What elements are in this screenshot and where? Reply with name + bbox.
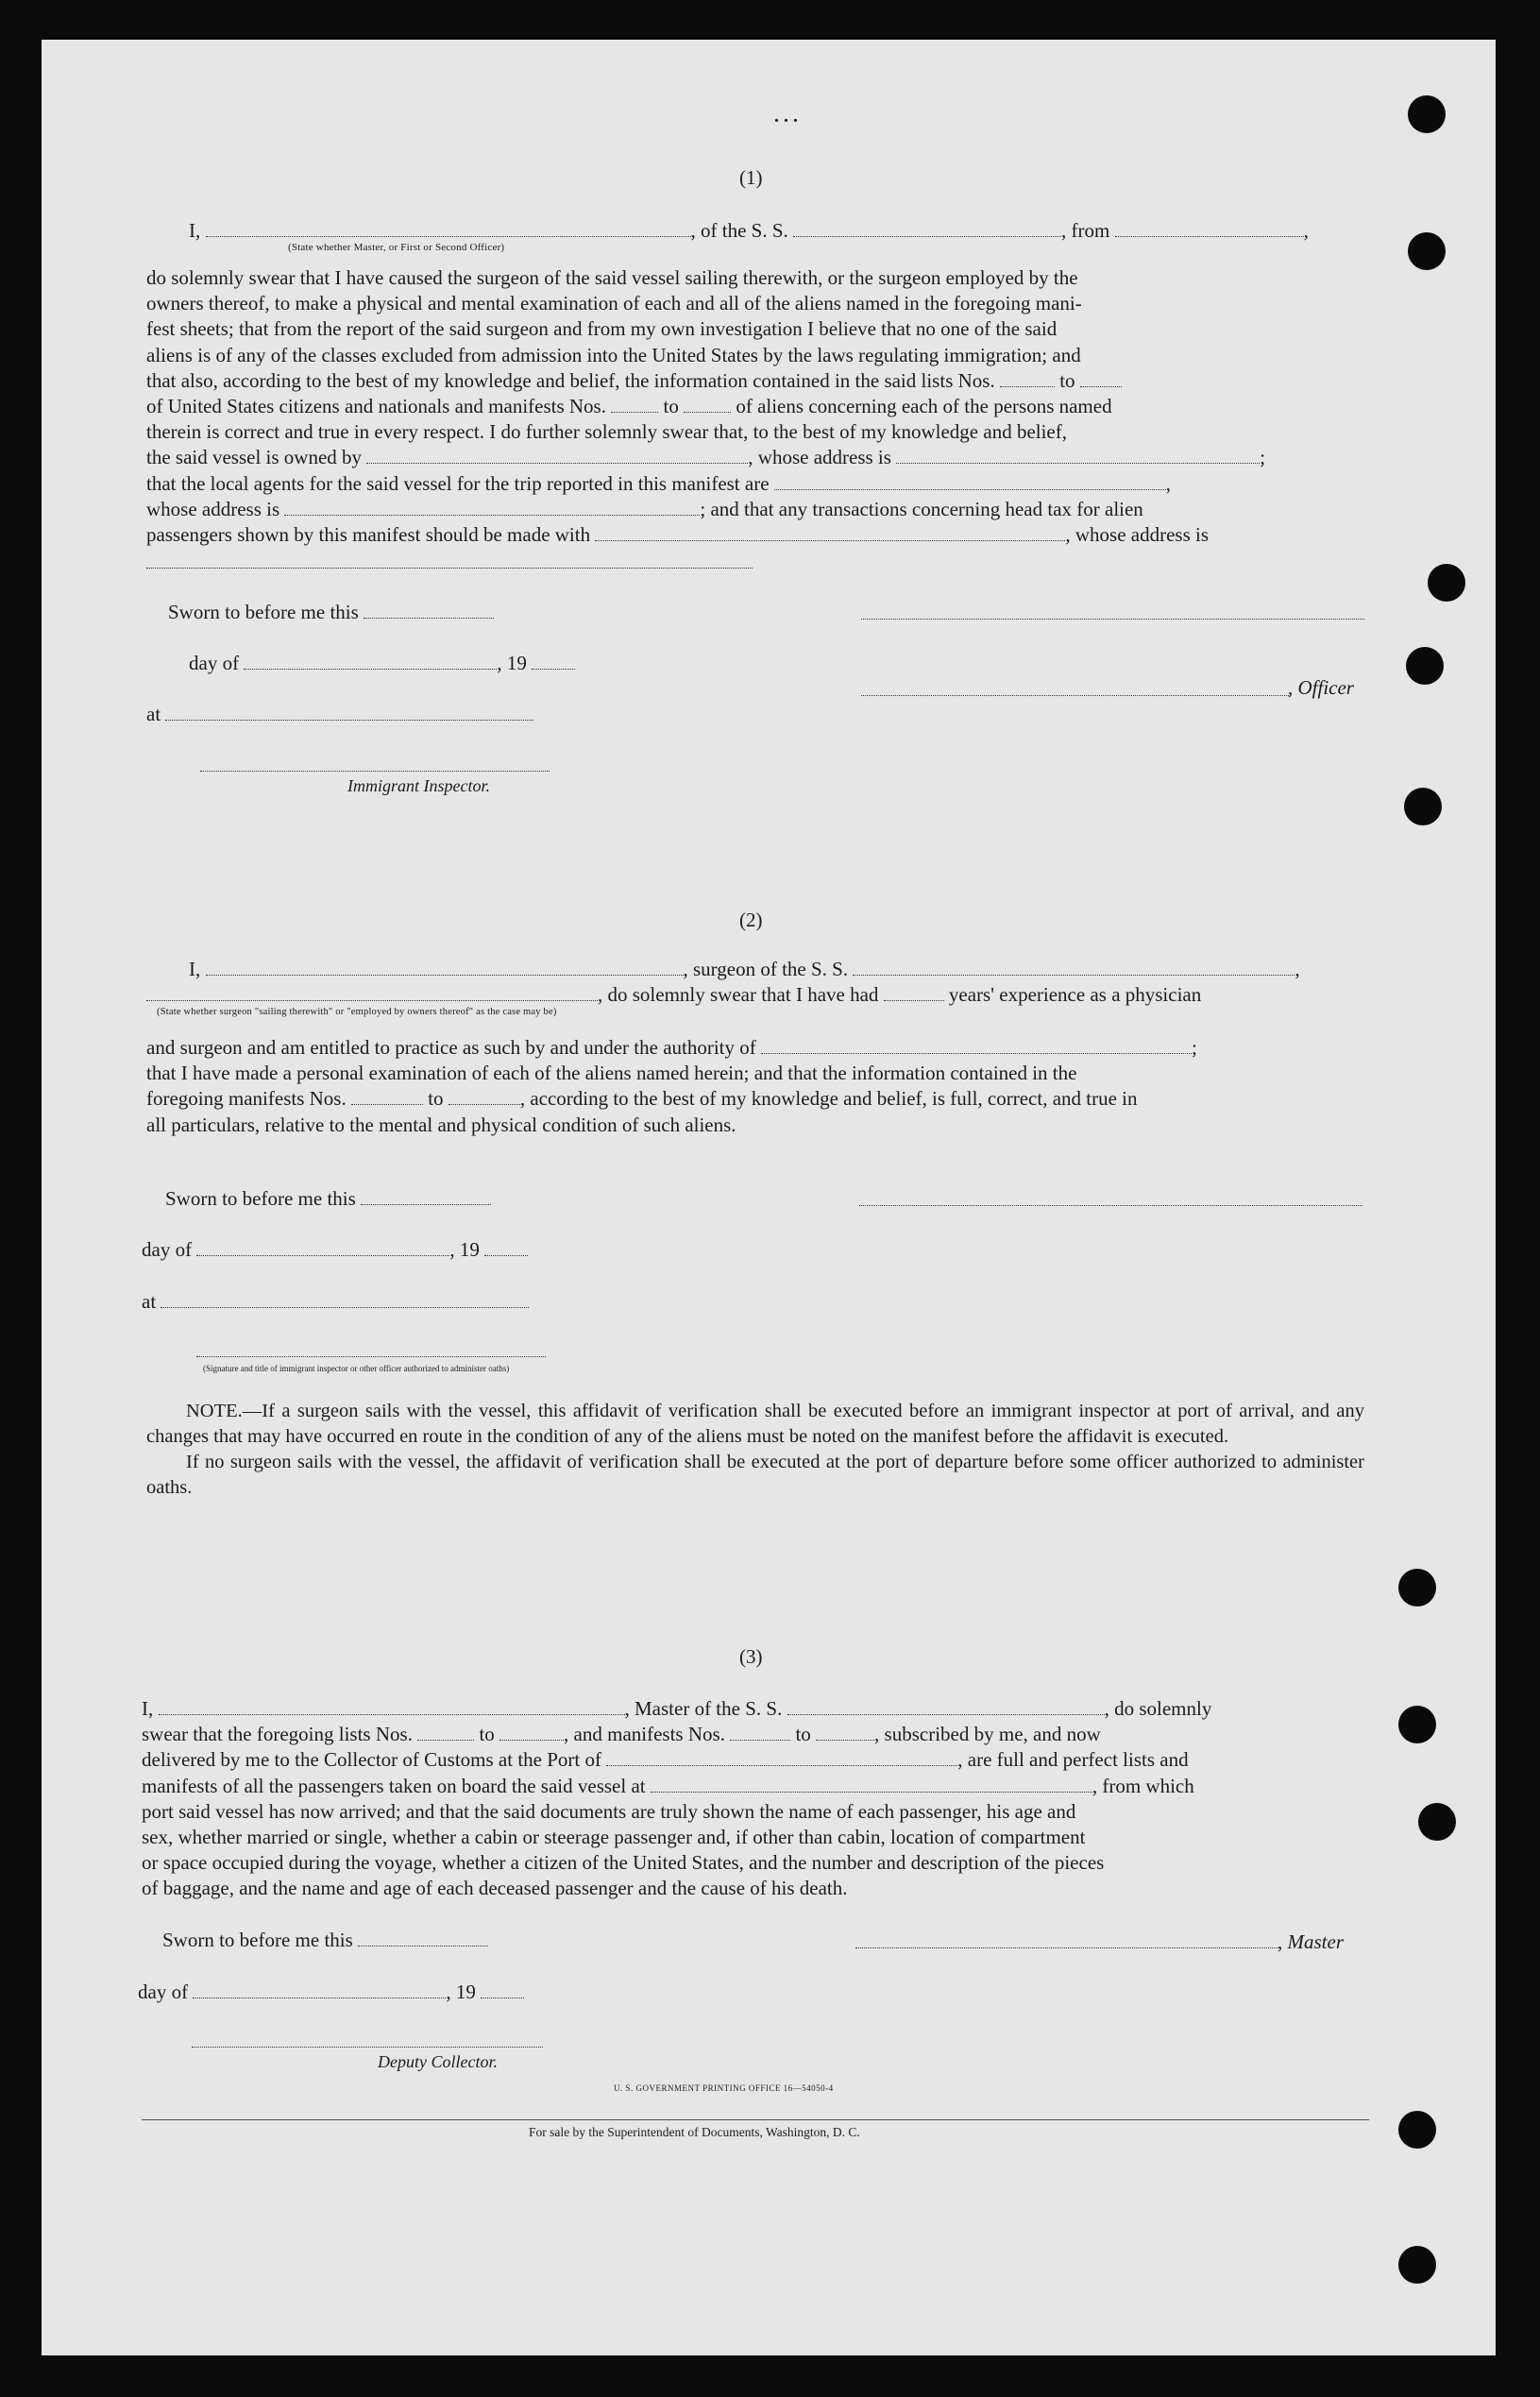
body-text: the said vessel is owned by bbox=[146, 446, 363, 469]
body-line bbox=[146, 368, 1364, 394]
vessel-name-field[interactable] bbox=[793, 223, 1061, 237]
month-field[interactable] bbox=[193, 1984, 446, 1998]
body-line bbox=[146, 445, 1364, 470]
footer-rule bbox=[142, 2119, 1369, 2120]
body-line: that I have made a personal examination of each of the aliens named herein; and that the information contained in the bbox=[146, 1062, 1077, 1085]
binder-hole bbox=[1404, 788, 1442, 825]
body-line bbox=[142, 1747, 1362, 1773]
binder-hole bbox=[1398, 2111, 1436, 2149]
body-text: years' experience as a physician bbox=[948, 983, 1202, 1006]
body-text: ; bbox=[1260, 446, 1266, 469]
port-field[interactable] bbox=[606, 1752, 957, 1766]
surgeon-status-field[interactable] bbox=[146, 987, 598, 1001]
deputy-signature-field[interactable] bbox=[192, 2047, 543, 2048]
binder-hole bbox=[1406, 647, 1444, 685]
sworn-day-field[interactable] bbox=[358, 1932, 488, 1946]
body-line bbox=[142, 1722, 1362, 1747]
years-experience-field[interactable] bbox=[884, 987, 944, 1001]
body-text: to bbox=[1059, 368, 1075, 392]
list-no-from-field[interactable] bbox=[1000, 373, 1055, 387]
body-text: , do solemnly swear that I have had bbox=[598, 983, 879, 1006]
list-no-to-field[interactable] bbox=[499, 1726, 564, 1741]
body-line: port said vessel has now arrived; and that the said documents are truly shown the name of each passenger, his age and bbox=[142, 1799, 1076, 1823]
body-text: , Master of the S. S. bbox=[624, 1697, 783, 1720]
agent-address-field[interactable] bbox=[284, 502, 700, 516]
sworn-label: Sworn to before me this bbox=[168, 601, 359, 623]
body-text: , subscribed by me, and now bbox=[874, 1723, 1101, 1746]
manifest-no-to-field[interactable] bbox=[816, 1726, 874, 1741]
month-field[interactable] bbox=[244, 655, 497, 670]
body-text: , do solemnly bbox=[1104, 1697, 1212, 1720]
sworn-label: Sworn to before me this bbox=[165, 1187, 356, 1210]
binder-hole bbox=[1398, 2246, 1436, 2284]
vessel-name-field[interactable] bbox=[853, 961, 1295, 976]
body-text: delivered by me to the Collector of Customs at the Port of bbox=[142, 1748, 601, 1772]
printing-office-imprint: U. S. GOVERNMENT PRINTING OFFICE 16—54050-4 bbox=[614, 2083, 834, 2093]
body-text: , whose address is bbox=[1065, 522, 1210, 546]
body-text: ; bbox=[1192, 1036, 1197, 1059]
body-text: to bbox=[428, 1087, 444, 1111]
day-of-label: day of bbox=[138, 1980, 189, 2003]
body-text: ; and that any transactions concerning head tax for alien bbox=[700, 497, 1143, 520]
year-label: , 19 bbox=[497, 652, 527, 674]
surgeon-status-hint: (State whether surgeon "sailing therewith" or "employed by owners thereof" as the case may be) bbox=[157, 1007, 557, 1017]
inspector-signature-field[interactable] bbox=[200, 771, 550, 772]
body-text: , are full and perfect lists and bbox=[957, 1748, 1189, 1772]
note-block bbox=[146, 1399, 1364, 1501]
binder-hole bbox=[1408, 232, 1446, 270]
body-text: that the local agents for the said vessel for the trip reported in this manifest are bbox=[146, 471, 770, 495]
day-of-label: day of bbox=[189, 652, 240, 674]
body-line bbox=[142, 1774, 1362, 1799]
section-2-line-1 bbox=[189, 958, 1300, 981]
label-from: , from bbox=[1061, 219, 1110, 242]
body-line: owners thereof, to make a physical and mental examination of each and all of the aliens named in the foregoing mani- bbox=[146, 292, 1082, 315]
surgeon-name-field[interactable] bbox=[206, 961, 684, 976]
owner-field[interactable] bbox=[366, 450, 748, 464]
section-2-body bbox=[146, 1035, 1364, 1138]
section-2-number: (2) bbox=[739, 909, 763, 931]
signature-title-hint: (Signature and title of immigrant inspector or other officer authorized to administer oaths) bbox=[203, 1364, 510, 1373]
manifest-no-to-field[interactable] bbox=[448, 1091, 520, 1105]
body-text: , according to the best of my knowledge and belief, is full, correct, and true in bbox=[519, 1087, 1138, 1111]
body-line: aliens is of any of the classes excluded from admission into the United States by the laws regulating immigration; and bbox=[146, 343, 1081, 366]
body-text: to bbox=[479, 1723, 495, 1746]
master-name-field[interactable] bbox=[159, 1701, 625, 1715]
sworn-line bbox=[162, 1929, 488, 1952]
note-paragraph-2: If no surgeon sails with the vessel, the affidavit of verification shall be executed at the port of departure before some officer authorized to administer oaths. bbox=[146, 1452, 1364, 1498]
body-text: whose address is bbox=[146, 497, 280, 520]
authority-signature-field[interactable] bbox=[196, 1356, 546, 1357]
list-no-from-field[interactable] bbox=[417, 1726, 474, 1741]
manifest-no-from-field[interactable] bbox=[611, 399, 658, 413]
officer-rank-hint: (State whether Master, or First or Second Officer) bbox=[288, 242, 505, 253]
body-text: manifests of all the passengers taken on board the said vessel at bbox=[142, 1774, 646, 1797]
sworn-line bbox=[165, 1187, 491, 1211]
year-label: , 19 bbox=[449, 1238, 480, 1261]
body-line: sex, whether married or single, whether a cabin or steerage passenger and, if other than cabin, location of compartment bbox=[142, 1825, 1086, 1848]
body-line: of baggage, and the name and age of each deceased passenger and the cause of his death. bbox=[142, 1877, 848, 1900]
sale-notice: For sale by the Superintendent of Documents, Washington, D. C. bbox=[529, 2125, 860, 2139]
body-line bbox=[146, 1086, 1364, 1112]
place-field[interactable] bbox=[161, 1294, 529, 1308]
day-of-line bbox=[138, 1980, 524, 2004]
inspector-label: Immigrant Inspector. bbox=[347, 776, 490, 795]
head-tax-contact-field[interactable] bbox=[595, 527, 1065, 541]
head-tax-address-field[interactable] bbox=[146, 568, 753, 569]
trailing-comma: , bbox=[1295, 958, 1300, 980]
vessel-name-field[interactable] bbox=[787, 1701, 1105, 1715]
note-label: NOTE. bbox=[186, 1401, 243, 1421]
year-label: , 19 bbox=[446, 1980, 476, 2003]
binder-hole bbox=[1418, 1803, 1456, 1841]
officer-title-field[interactable] bbox=[861, 695, 1291, 696]
day-of-label: day of bbox=[142, 1238, 193, 1261]
master-label: , Master bbox=[1278, 1930, 1344, 1953]
label-i: I, bbox=[189, 219, 201, 242]
at-line bbox=[146, 703, 533, 726]
year-field[interactable] bbox=[481, 1984, 524, 1998]
body-text: , from which bbox=[1092, 1774, 1194, 1797]
at-label: at bbox=[142, 1290, 157, 1313]
body-line: all particulars, relative to the mental and physical condition of such aliens. bbox=[146, 1113, 736, 1136]
label-i: I, bbox=[189, 958, 201, 980]
note-text: —If a surgeon sails with the vessel, this affidavit of verification shall be executed before an immigrant inspector at port of arrival, and any changes that may have occurred en route in the condition of any of the aliens must be noted on the manifest before the affidavit is executed. bbox=[146, 1401, 1364, 1447]
month-field[interactable] bbox=[196, 1242, 449, 1256]
body-line bbox=[142, 1696, 1362, 1722]
manifest-no-from-field[interactable] bbox=[730, 1726, 790, 1741]
body-text: , whose address is bbox=[748, 446, 891, 469]
body-line bbox=[146, 394, 1364, 419]
day-of-line bbox=[189, 652, 575, 675]
note-paragraph-1 bbox=[146, 1399, 1364, 1450]
sworn-label: Sworn to before me this bbox=[162, 1929, 353, 1951]
body-line: therein is correct and true in every respect. I do further solemnly swear that, to the best of my knowledge and belief, bbox=[146, 420, 1067, 444]
sworn-line bbox=[168, 601, 494, 624]
section-1-body bbox=[146, 265, 1364, 548]
day-of-line bbox=[142, 1238, 528, 1262]
list-no-to-field[interactable] bbox=[1080, 373, 1122, 387]
label-i: I, bbox=[142, 1697, 154, 1720]
manifest-no-from-field[interactable] bbox=[351, 1091, 423, 1105]
authority-field[interactable] bbox=[761, 1040, 1192, 1054]
year-field[interactable] bbox=[484, 1242, 528, 1256]
binder-hole bbox=[1428, 564, 1465, 602]
body-text: to bbox=[795, 1723, 811, 1746]
owner-address-field[interactable] bbox=[896, 450, 1260, 464]
body-text: to bbox=[663, 394, 679, 417]
deputy-label: Deputy Collector. bbox=[378, 2052, 498, 2071]
body-line bbox=[146, 497, 1364, 522]
surgeon-signature-field[interactable] bbox=[859, 1205, 1362, 1206]
body-line bbox=[146, 522, 1364, 548]
place-field[interactable] bbox=[165, 706, 533, 721]
top-marks: . . . bbox=[774, 106, 798, 127]
body-text: of aliens concerning each of the persons named bbox=[736, 394, 1112, 417]
body-line: fest sheets; that from the report of the said surgeon and from my own investigation I believe that no one of the said bbox=[146, 317, 1058, 341]
master-signature-field[interactable] bbox=[855, 1947, 1280, 1948]
body-text: that also, according to the best of my knowledge and belief, the information contained in the said lists Nos. bbox=[146, 368, 995, 392]
body-text: passengers shown by this manifest should be made with bbox=[146, 522, 591, 546]
body-line: or space occupied during the voyage, whether a citizen of the United States, and the number and description of the pieces bbox=[142, 1851, 1105, 1875]
boarding-port-field[interactable] bbox=[651, 1778, 1092, 1793]
manifest-no-to-field[interactable] bbox=[684, 399, 731, 413]
at-label: at bbox=[146, 703, 161, 725]
section-2-line-2 bbox=[146, 983, 1201, 1007]
body-text: , bbox=[1165, 471, 1172, 495]
body-text: foregoing manifests Nos. bbox=[146, 1087, 347, 1111]
binder-hole bbox=[1398, 1569, 1436, 1606]
section-1-header-line bbox=[189, 219, 1309, 243]
body-line: do solemnly swear that I have caused the surgeon of the said vessel sailing therewith, or the surgeon employed by the bbox=[146, 266, 1078, 289]
section-3-body bbox=[142, 1696, 1362, 1902]
body-line bbox=[146, 1035, 1364, 1061]
label-surgeon-of-ss: , surgeon of the S. S. bbox=[683, 958, 849, 980]
label-of-ss: , of the S. S. bbox=[690, 219, 788, 242]
from-port-field[interactable] bbox=[1115, 223, 1304, 237]
section-1-number: (1) bbox=[739, 166, 763, 189]
body-text: swear that the foregoing lists Nos. bbox=[142, 1723, 413, 1746]
binder-hole bbox=[1398, 1706, 1436, 1743]
year-field[interactable] bbox=[532, 655, 575, 670]
officer-label: , Officer bbox=[1288, 676, 1354, 699]
body-text: of United States citizens and nationals and manifests Nos. bbox=[146, 394, 606, 417]
at-line bbox=[142, 1290, 529, 1314]
body-line bbox=[146, 471, 1364, 497]
local-agents-field[interactable] bbox=[774, 476, 1166, 490]
trailing-comma: , bbox=[1303, 219, 1309, 242]
sworn-day-field[interactable] bbox=[361, 1191, 491, 1205]
section-3-number: (3) bbox=[739, 1645, 763, 1668]
binder-hole bbox=[1408, 95, 1446, 133]
sworn-day-field[interactable] bbox=[364, 604, 494, 619]
officer-signature-field[interactable] bbox=[861, 619, 1364, 620]
body-text: , and manifests Nos. bbox=[564, 1723, 725, 1746]
body-text: and surgeon and am entitled to practice as such by and under the authority of bbox=[146, 1036, 756, 1059]
officer-name-field[interactable] bbox=[206, 223, 691, 237]
